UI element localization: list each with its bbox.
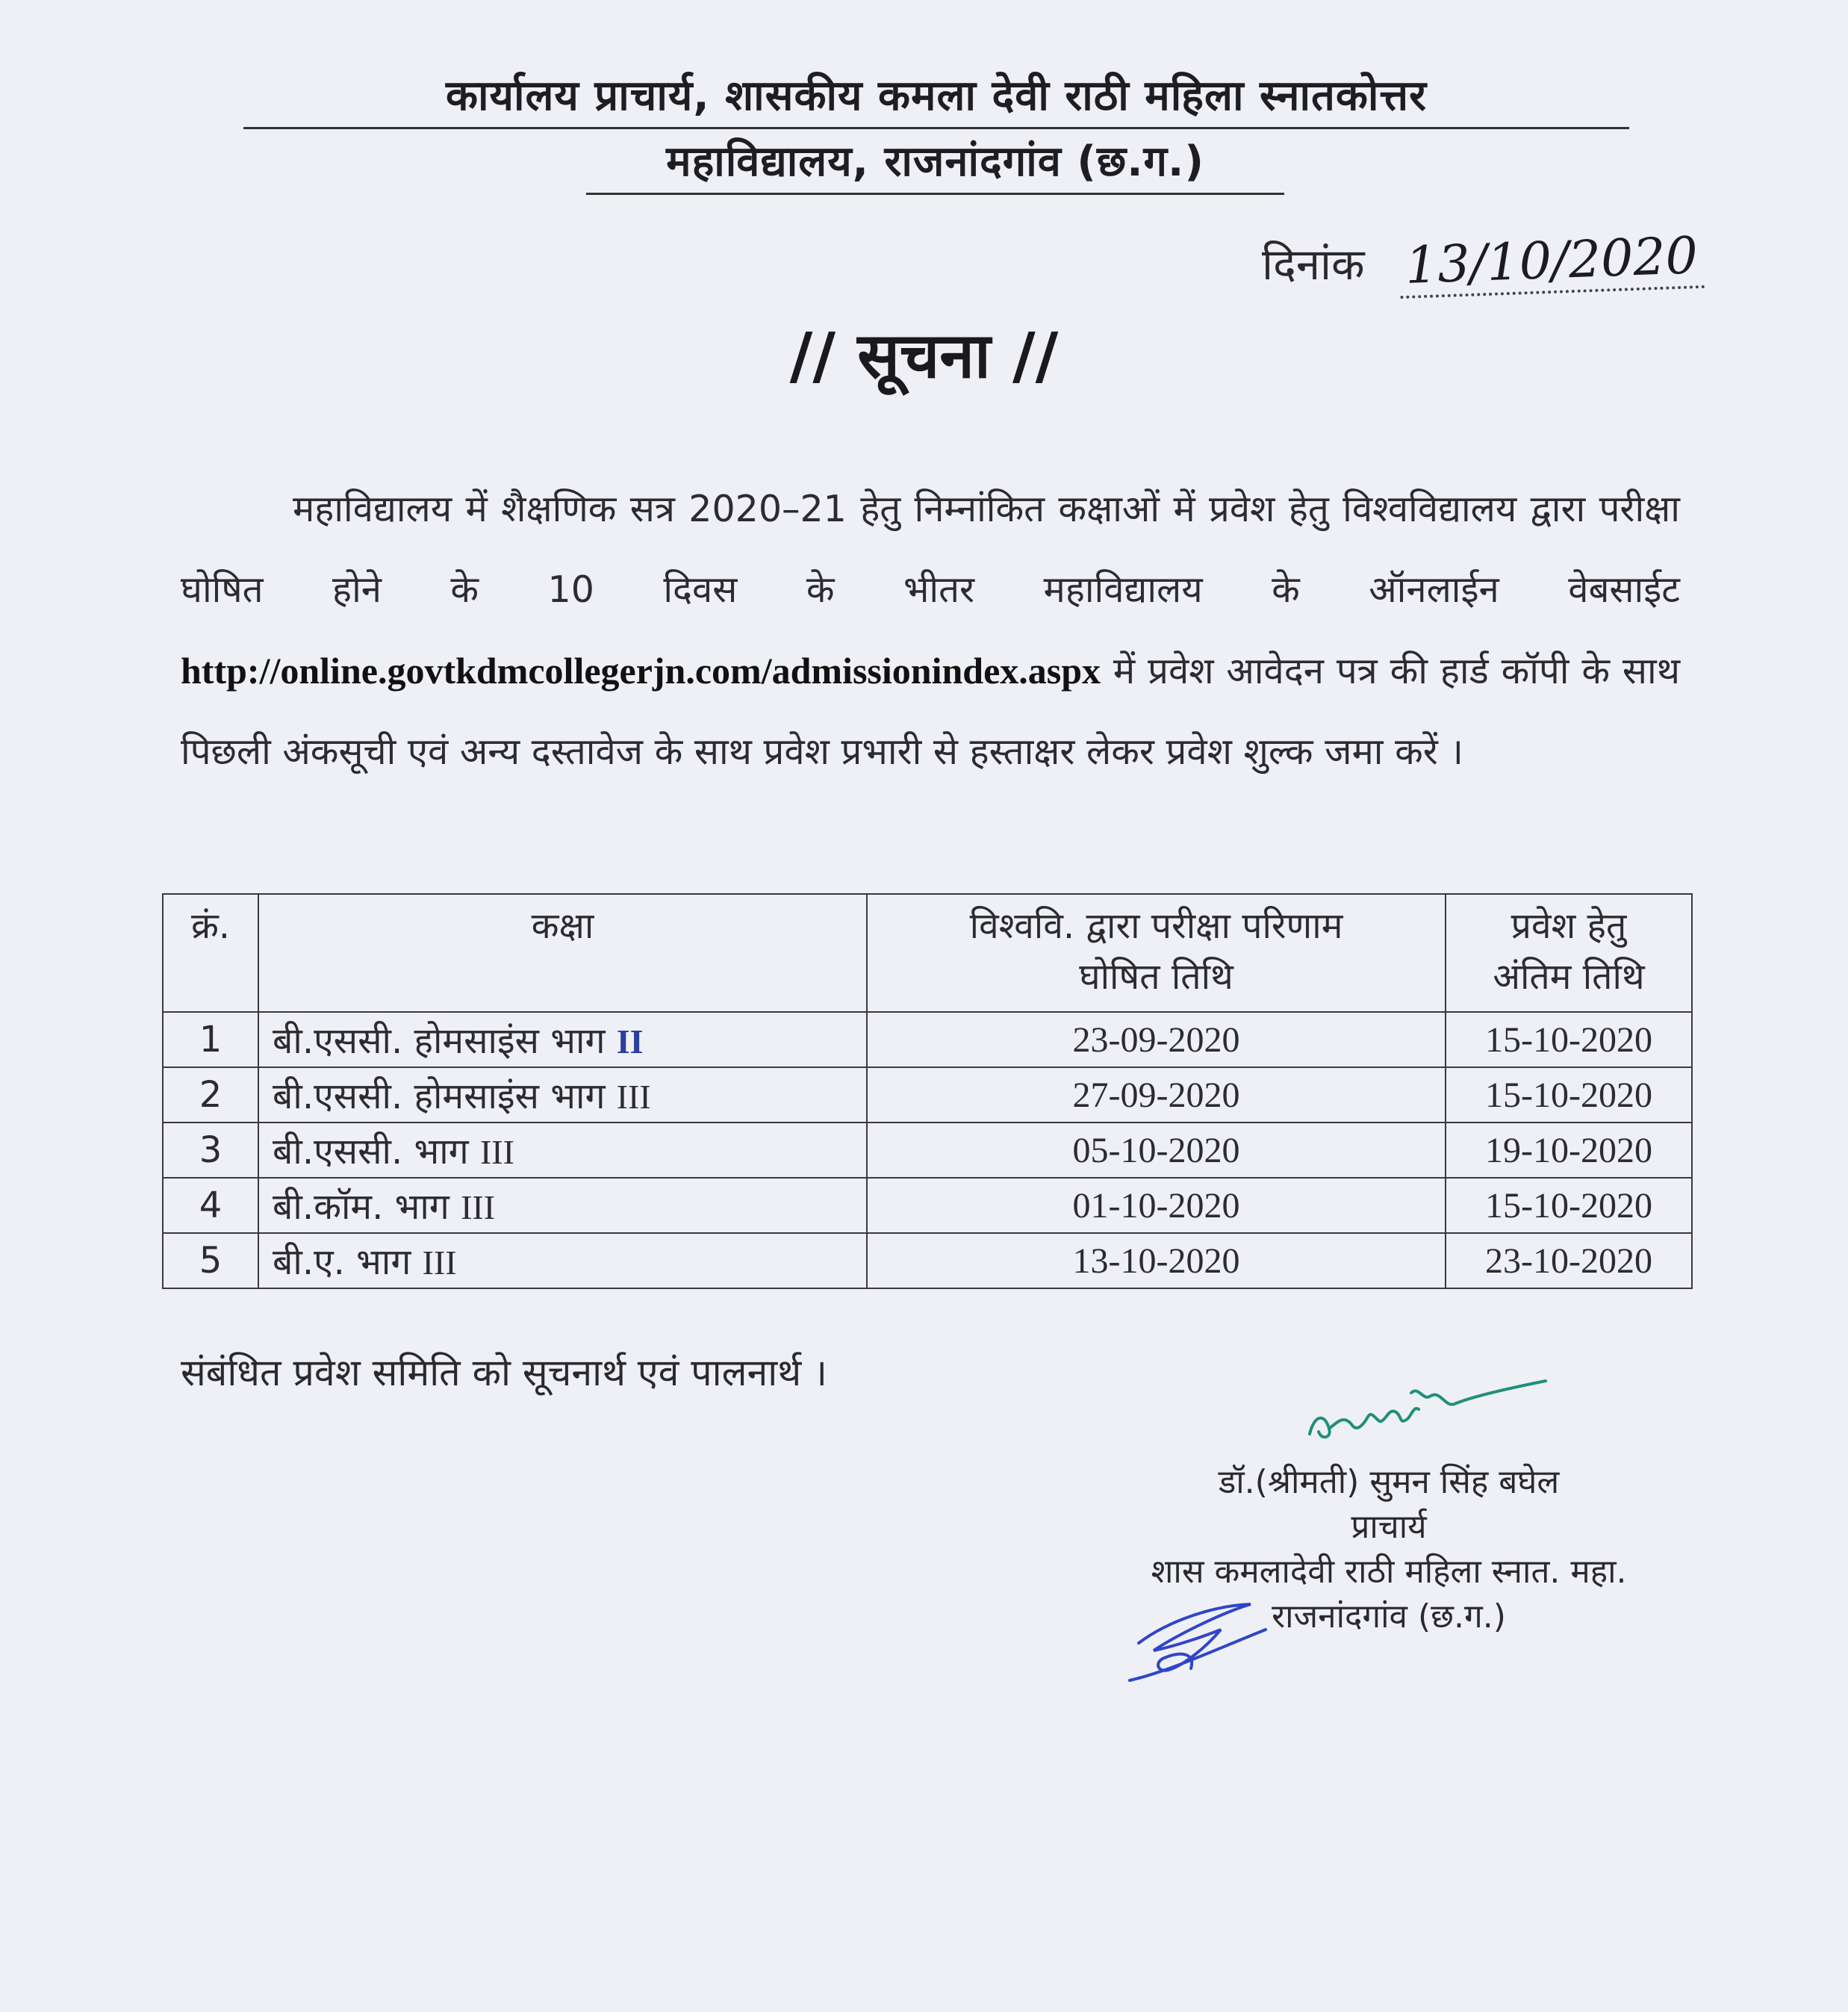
cell-last-date: 15-10-2020 [1446,1012,1692,1067]
cell-serial-number: 5 [163,1233,258,1288]
class-part: II [616,1022,644,1061]
signatory-institution: शास कमलादेवी राठी महिला स्नात. महा. [1151,1553,1627,1591]
cell-serial-number: 1 [163,1012,258,1067]
cell-class [258,1178,867,1233]
date-label: दिनांक [1262,239,1365,290]
admission-schedule-table [162,893,1693,1289]
table-row [163,1123,1692,1178]
cell-last-date: 15-10-2020 [1446,1067,1692,1123]
office-header-line1: कार्यालय प्राचार्य, शासकीय कमला देवी राठी महिला स्नातकोत्तर [243,66,1629,129]
principal-signature-blue [1124,1591,1281,1695]
notice-paragraph [181,469,1680,792]
office-header-line2: महाविद्यालय, राजनांदगांव (छ.ग.) [586,131,1284,195]
cell-class [258,1012,867,1067]
cell-class [258,1067,867,1123]
principal-signature-green [1299,1363,1553,1453]
cell-class [258,1233,867,1288]
cell-last-date: 15-10-2020 [1446,1178,1692,1233]
cell-last-date: 19-10-2020 [1446,1123,1692,1178]
paragraph-text-before-url: महाविद्यालय में शैक्षणिक सत्र 2020–21 हेतु निम्नांकित कक्षाओं में प्रवेश हेतु विश्वविद्यालय द्वारा परीक्षा घोषित होने के 10 दिवस के भीतर महाविद्यालय के ऑनलाईन वेबसाईट [181,488,1680,611]
header-last-date-line2: अंतिम तिथि [1493,956,1645,998]
paragraph-text-after-url: में प्रवेश आवेदन पत्र की हार्ड कॉपी के साथ पिछली अंकसूची एवं अन्य दस्तावेज के साथ प्रवेश प्रभारी से हस्ताक्षर लेकर प्रवेश शुल्क जमा करें । [181,650,1681,773]
header-result-date-line1: विश्ववि. द्वारा परीक्षा परिणाम [969,905,1343,947]
cell-serial-number: 4 [163,1178,258,1233]
table-row [163,1067,1692,1123]
cell-result-date: 23-09-2020 [867,1012,1446,1067]
cell-serial-number: 2 [163,1067,258,1123]
class-name: बी.ए. भाग [273,1241,423,1283]
class-name: बी.एससी. होमसाइंस भाग [273,1075,606,1117]
cell-result-date: 13-10-2020 [867,1233,1446,1288]
table-row [163,1233,1692,1288]
table-header-row [163,894,1692,1012]
class-name: बी.कॉम. भाग [273,1185,461,1228]
cell-last-date: 23-10-2020 [1446,1233,1692,1288]
class-part: III [422,1243,457,1282]
header-class: कक्षा [258,894,867,1012]
class-name: बी.एससी. होमसाइंस भाग [273,1019,606,1062]
table-row [163,1012,1692,1067]
cell-result-date: 27-09-2020 [867,1067,1446,1123]
header-result-date [867,894,1446,1012]
date-value: 13/10/2020 [1399,226,1705,299]
date-row [1262,226,1704,296]
signatory-designation: प्राचार्य [1351,1508,1427,1546]
header-result-date-line2: घोषित तिथि [1079,956,1233,998]
notice-title: // सूचना // [789,319,1059,392]
footer-note: संबंधित प्रवेश समिति को सूचनार्थ एवं पालनार्थ । [181,1351,828,1394]
cell-serial-number: 3 [163,1123,258,1178]
signatory-place: राजनांदगांव (छ.ग.) [1272,1598,1506,1636]
class-part: III [479,1132,514,1171]
class-part: III [461,1187,496,1226]
header-serial-number: क्रं. [163,894,258,1012]
header-last-date-line1: प्रवेश हेतु [1511,905,1627,947]
admission-url: http://online.govtkdmcollegerjn.com/admissionindex.aspx [181,650,1101,692]
header-last-date [1446,894,1692,1012]
class-part: III [616,1077,651,1116]
class-name: बी.एससी. भाग [273,1130,480,1173]
table-row [163,1178,1692,1233]
cell-class [258,1123,867,1178]
cell-result-date: 01-10-2020 [867,1178,1446,1233]
cell-result-date: 05-10-2020 [867,1123,1446,1178]
signatory-name: डॉ.(श्रीमती) सुमन सिंह बघेल [1218,1463,1560,1501]
